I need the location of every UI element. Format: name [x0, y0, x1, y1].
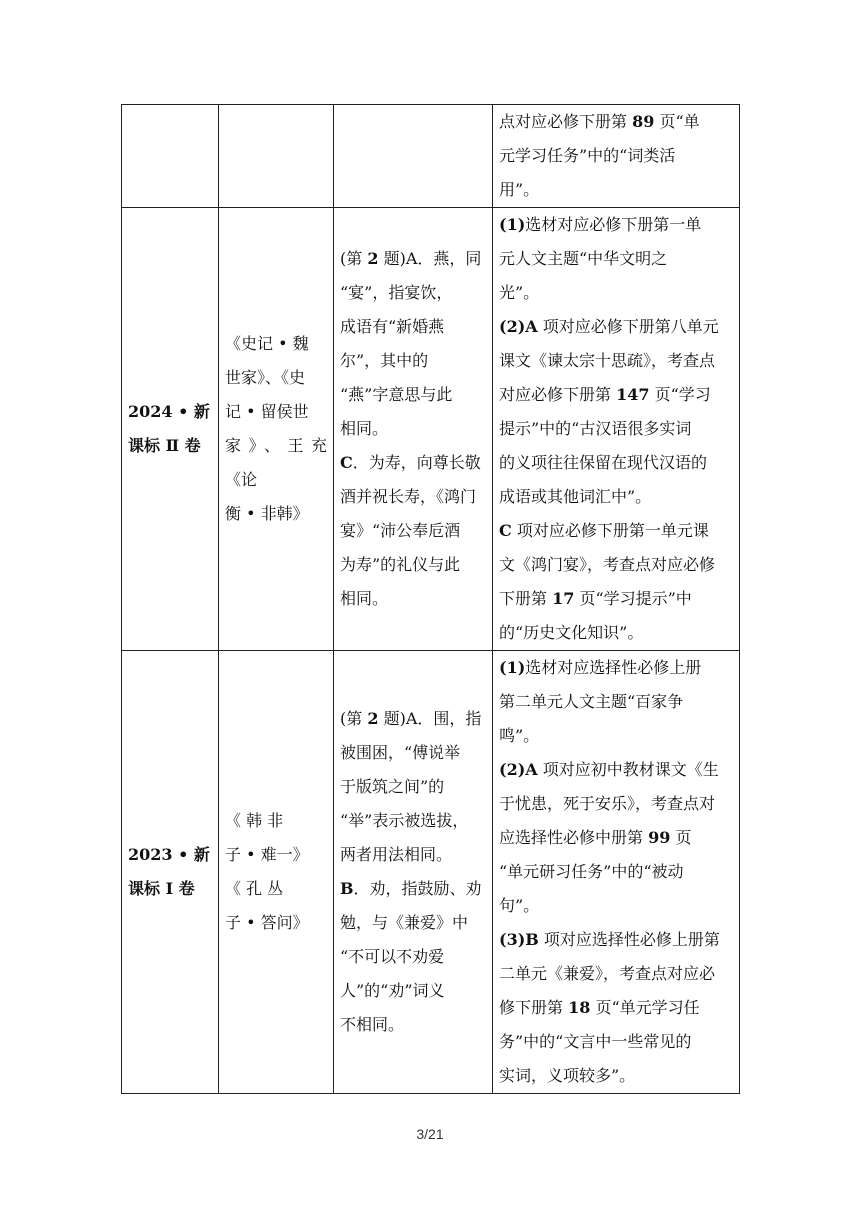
example-cell [334, 105, 493, 208]
cell-line: 衡 • 非韩》 [225, 504, 309, 523]
cell-line: 《 韩 非 [225, 811, 284, 830]
cell-line: C 项对应必修下册第一单元课 [499, 521, 709, 540]
cell-line: 于忧患，死于安乐》，考查点对 [499, 794, 716, 813]
table-row [122, 208, 740, 651]
cell-line: C．为寿，向尊长敬 [340, 453, 481, 472]
cell-line: 光”。 [499, 283, 540, 302]
cell-line: 勉，与《兼爱》中 [340, 913, 469, 932]
cell-line: 课标 Ⅱ 卷 [128, 436, 201, 455]
cell-line: 家》、王充《论 [225, 436, 327, 489]
cell-line: (第 2 题)A．围，指 [340, 709, 482, 728]
cell-line: 对应必修下册第 147 页“学习 [499, 385, 711, 404]
cell-line: 人”的“劝”词义 [340, 981, 445, 1000]
exam-analysis-table [121, 104, 740, 1094]
cell-line: 鸣”。 [499, 726, 540, 745]
page-number: 3/21 [416, 1126, 444, 1142]
cell-line: 子 • 难一》 [225, 845, 309, 864]
source-cell [219, 651, 334, 1094]
cell-line: 元学习任务”中的“词类活 [499, 146, 676, 165]
cell-line: B．劝，指鼓励、劝 [340, 879, 482, 898]
cell-line: 《史记 • 魏 [225, 334, 309, 353]
cell-line: 宴》“沛公奉卮酒 [340, 521, 461, 540]
cell-line: 相同。 [340, 419, 389, 438]
cell-line: 世家》、《史 [225, 368, 306, 387]
cell-line: 《 孔 丛 [225, 879, 284, 898]
cell-line: 的义项往往保留在现代汉语的 [499, 453, 708, 472]
cell-line: 点对应必修下册第 89 页“单 [499, 112, 700, 131]
cell-line: 记 • 留侯世 [225, 402, 309, 421]
cell-line: (第 2 题)A．燕，同 [340, 249, 482, 268]
year-cell [122, 651, 219, 1094]
cell-line: 两者用法相同。 [340, 845, 453, 864]
cell-line: 课文《谏太宗十思疏》，考查点 [499, 351, 716, 370]
analysis-cell [493, 105, 740, 208]
cell-line: 成语有“新婚燕 [340, 317, 445, 336]
cell-line: (1)选材对应选择性必修上册 [499, 658, 702, 677]
cell-line: 相同。 [340, 589, 389, 608]
example-cell [334, 651, 493, 1094]
cell-line: 句”。 [499, 896, 540, 915]
cell-line: 的“历史文化知识”。 [499, 623, 644, 642]
cell-line: 成语或其他词汇中”。 [499, 487, 652, 506]
cell-line: 为寿”的礼仪与此 [340, 555, 461, 574]
cell-line: 下册第 17 页“学习提示”中 [499, 589, 692, 608]
cell-line: “举”表示被选拔， [340, 811, 469, 830]
analysis-cell [493, 651, 740, 1094]
cell-line: (2)A 项对应必修下册第八单元 [499, 317, 719, 336]
cell-line: “不可以不劝爱 [340, 947, 445, 966]
cell-line: 2023 • 新 [128, 845, 210, 864]
cell-line: “宴”，指宴饮， [340, 283, 453, 302]
cell-line: 实词，义项较多”。 [499, 1066, 636, 1085]
analysis-cell [493, 208, 740, 651]
cell-line: 于版筑之间”的 [340, 777, 445, 796]
cell-line: “燕”字意思与此 [340, 385, 453, 404]
cell-line: 务”中的“文言中一些常见的 [499, 1032, 692, 1051]
cell-line: (2)A 项对应初中教材课文《生 [499, 760, 719, 779]
cell-line: 第二单元人文主题“百家争 [499, 692, 684, 711]
cell-line: 不相同。 [340, 1015, 405, 1034]
cell-line: “单元研习任务”中的“被动 [499, 862, 684, 881]
cell-line: (1)选材对应必修下册第一单 [499, 215, 702, 234]
table-row [122, 105, 740, 208]
cell-line: 课标 Ⅰ 卷 [128, 879, 195, 898]
cell-line: 酒并祝长寿，《鸿门 [340, 487, 477, 506]
cell-line: 提示”中的“古汉语很多实词 [499, 419, 692, 438]
cell-line: 被围困，“傅说举 [340, 743, 461, 762]
cell-line: 文《鸿门宴》，考查点对应必修 [499, 555, 716, 574]
cell-line: 尔”，其中的 [340, 351, 429, 370]
cell-line: (3)B 项对应选择性必修上册第 [499, 930, 720, 949]
year-cell [122, 208, 219, 651]
cell-line: 2024 • 新 [128, 402, 210, 421]
source-cell [219, 208, 334, 651]
cell-line: 子 • 答问》 [225, 913, 309, 932]
table-row [122, 651, 740, 1094]
cell-line: 应选择性必修中册第 99 页 [499, 828, 692, 847]
cell-line: 元人文主题“中华文明之 [499, 249, 668, 268]
cell-line: 修下册第 18 页“单元学习任 [499, 998, 700, 1017]
cell-line: 用”。 [499, 180, 540, 199]
example-cell [334, 208, 493, 651]
year-cell [122, 105, 219, 208]
cell-line: 二单元《兼爱》，考查点对应必 [499, 964, 716, 983]
source-cell [219, 105, 334, 208]
